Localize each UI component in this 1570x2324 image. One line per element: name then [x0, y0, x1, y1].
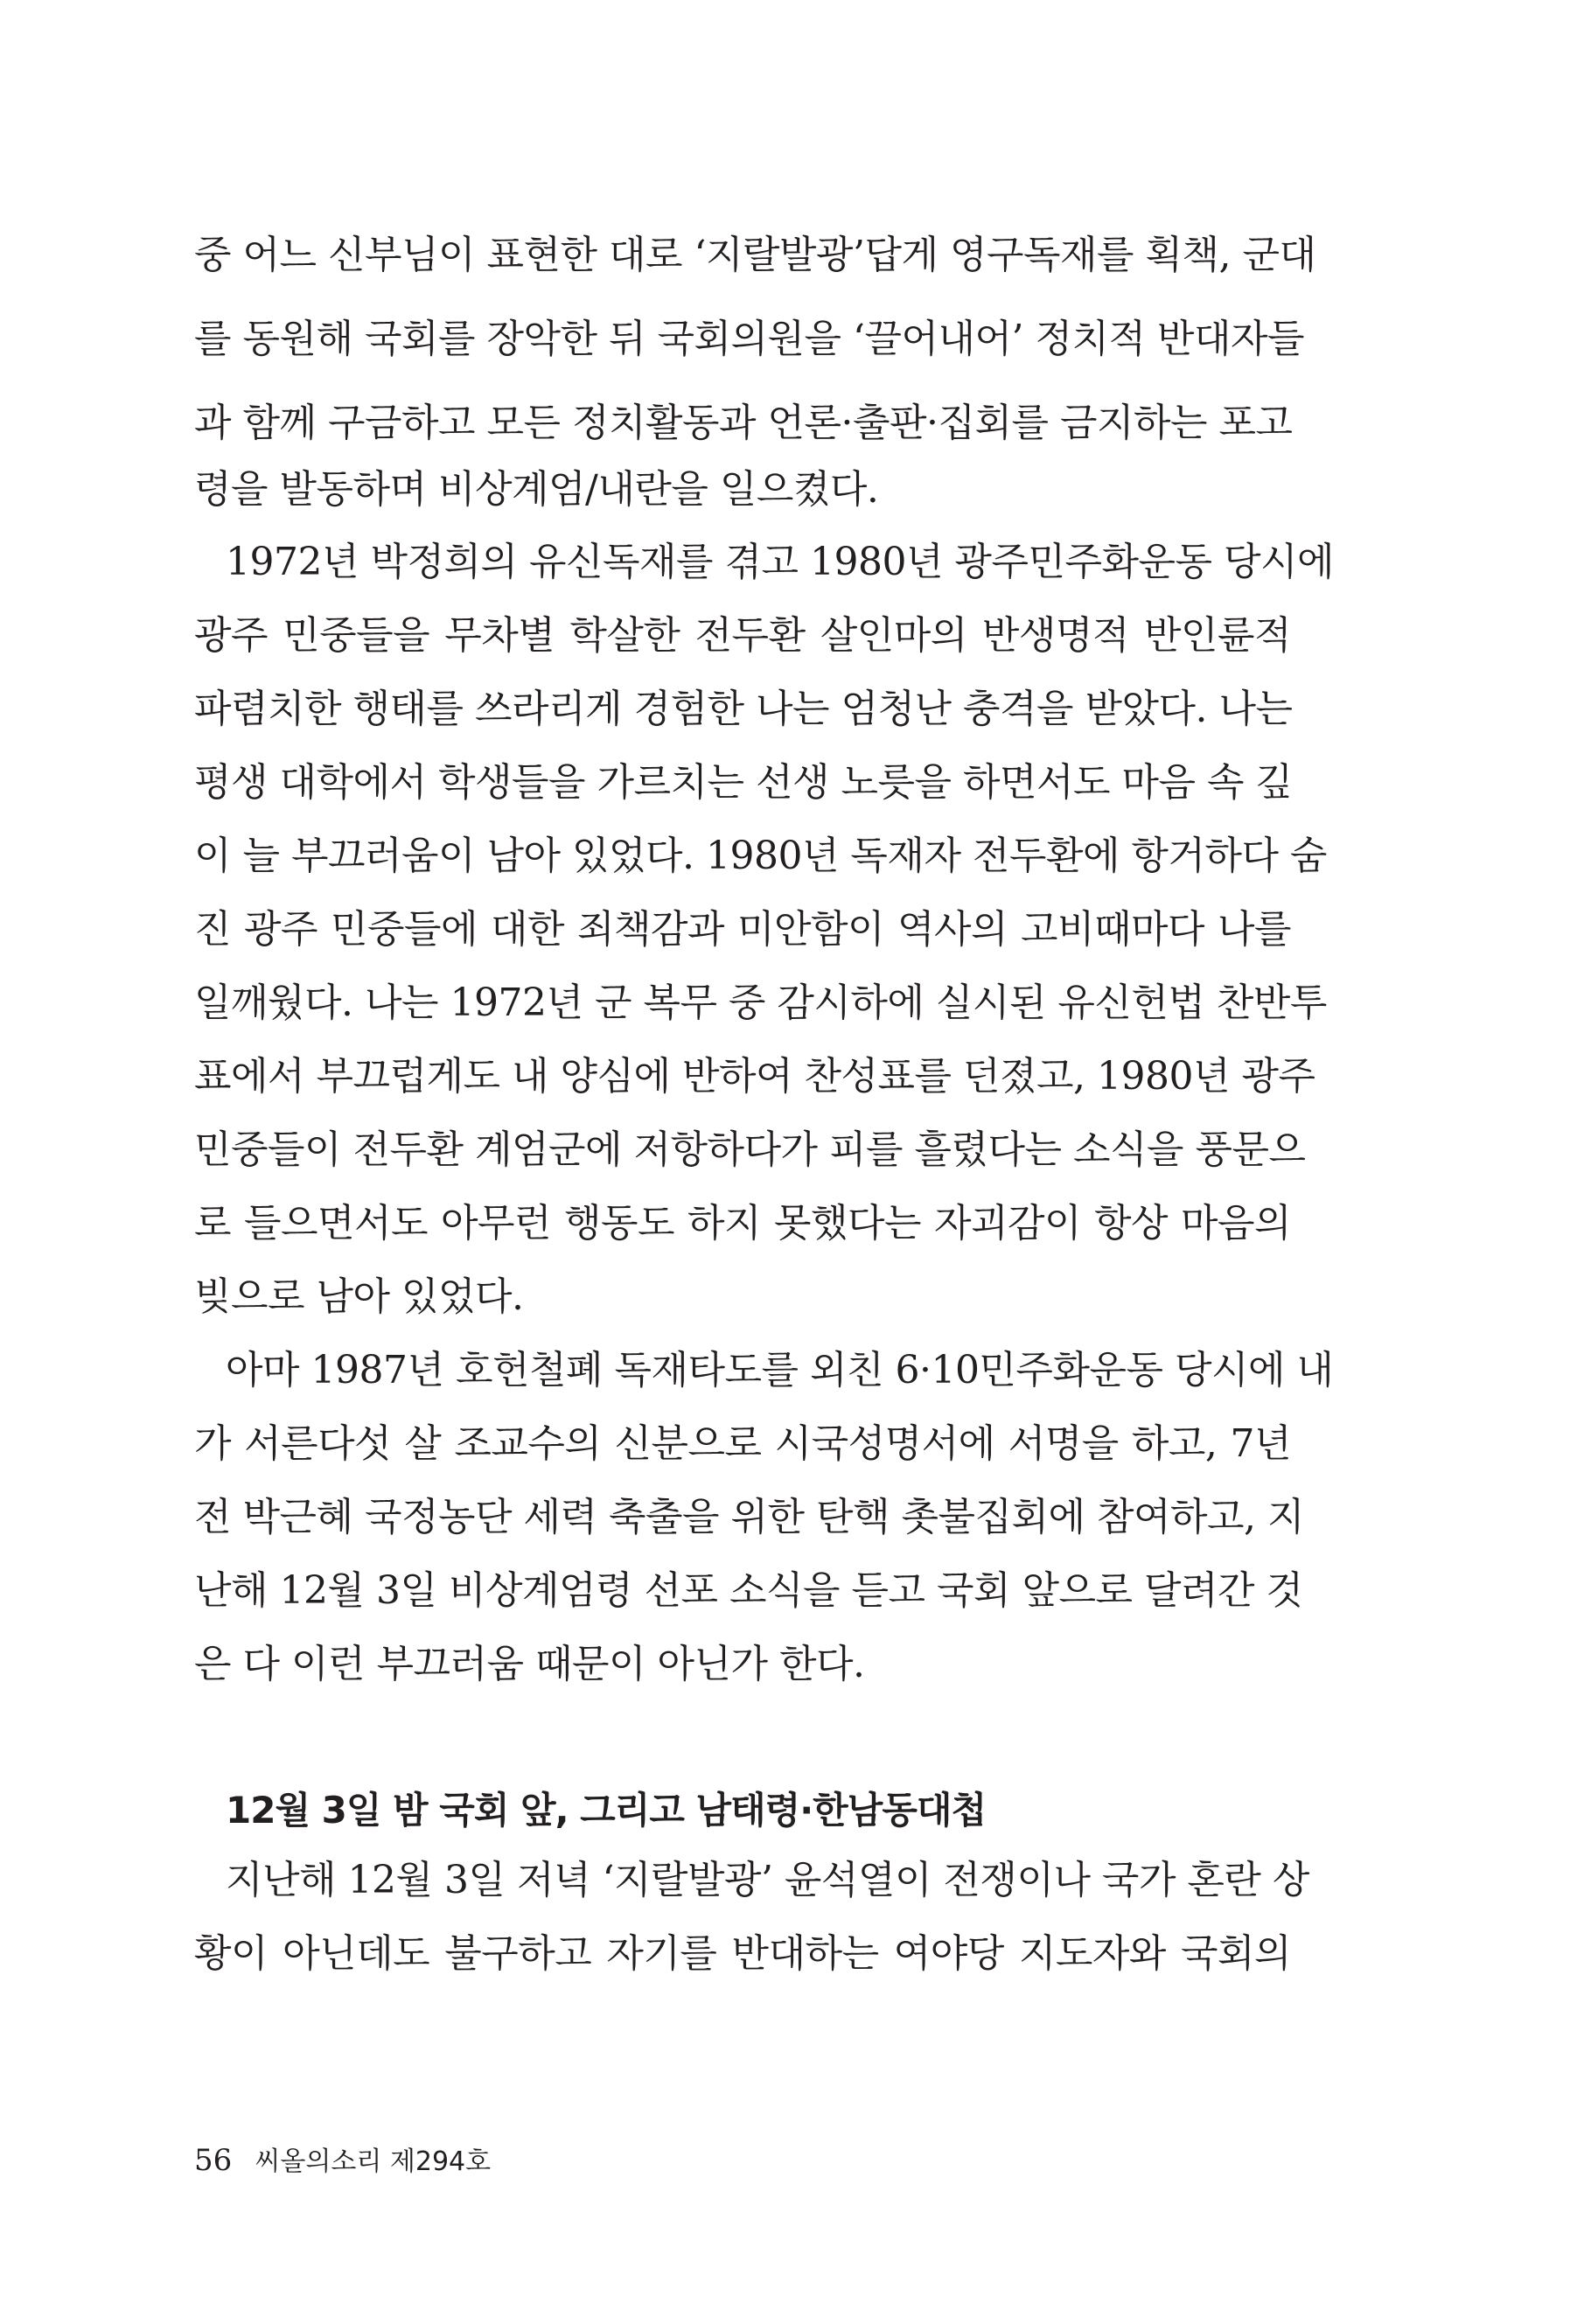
text-line-4: 령을 발동하며 비상계엄/내란을 일으켰다. [194, 467, 879, 512]
text-line-1: 중 어느 신부님이 표현한 대로 ‘지랄발광’답게 영구독재를 획책, 군대 [194, 233, 1316, 277]
text-line-15: 빚으로 남아 있었다. [194, 1274, 524, 1319]
magazine-issue: 씨올의소리 제294호 [255, 2146, 492, 2177]
text-line-17: 가 서른다섯 살 조교수의 신분으로 시국성명서에 서명을 하고, 7년 [194, 1421, 1291, 1466]
text-line-11: 일깨웠다. 나는 1972년 군 복무 중 감시하에 실시된 유신헌법 찬반투 [194, 981, 1327, 1025]
page-number: 56 [194, 2143, 233, 2178]
text-line-2: 를 동원해 국회를 장악한 뒤 국회의원을 ‘끌어내어’ 정치적 반대자들 [194, 317, 1304, 361]
text-line-10: 진 광주 민중들에 대한 죄책감과 미안함이 역사의 고비때마다 나를 [194, 907, 1291, 952]
text-line-16: 아마 1987년 호헌철폐 독재타도를 외친 6·10민주화운동 당시에 내 [226, 1348, 1334, 1392]
text-line-14: 로 들으면서도 아무런 행동도 하지 못했다는 자괴감이 항상 마음의 [194, 1201, 1291, 1246]
text-line-18: 전 박근혜 국정농단 세력 축출을 위한 탄핵 촛불집회에 참여하고, 지 [194, 1495, 1304, 1539]
text-line-8: 평생 대학에서 학생들을 가르치는 선생 노릇을 하면서도 마음 속 깊 [194, 760, 1293, 805]
text-line-5: 1972년 박정희의 유신독재를 겪고 1980년 광주민주화운동 당시에 [226, 540, 1334, 584]
text-line-9: 이 늘 부끄러움이 남아 있었다. 1980년 독재자 전두환에 항거하다 숨 [194, 834, 1327, 878]
text-line-12: 표에서 부끄럽게도 내 양심에 반하여 찬성표를 던졌고, 1980년 광주 [194, 1054, 1315, 1099]
section-heading: 12월 3일 밤 국회 앞, 그리고 남태령·한남동대첩 [226, 1789, 987, 1832]
text-line-13: 민중들이 전두환 계엄군에 저항하다가 피를 흘렸다는 소식을 풍문으 [194, 1127, 1306, 1172]
text-line-21: 지난해 12월 3일 저녁 ‘지랄발광’ 윤석열이 전쟁이나 국가 혼란 상 [226, 1858, 1309, 1902]
page-footer [194, 2143, 491, 2180]
text-line-3: 과 함께 구금하고 모든 정치활동과 언론·출판·집회를 금지하는 포고 [194, 401, 1293, 445]
text-line-20: 은 다 이런 부끄러움 때문이 아닌가 한다. [194, 1642, 865, 1686]
text-line-19: 난해 12월 3일 비상계엄령 선포 소식을 듣고 국회 앞으로 달려간 것 [194, 1568, 1303, 1613]
text-line-7: 파렴치한 행태를 쓰라리게 경험한 나는 엄청난 충격을 받았다. 나는 [194, 687, 1293, 731]
text-line-6: 광주 민중들을 무차별 학살한 전두환 살인마의 반생명적 반인륜적 [194, 613, 1291, 658]
text-line-22: 황이 아닌데도 불구하고 자기를 반대하는 여야당 지도자와 국회의 [194, 1931, 1291, 1976]
